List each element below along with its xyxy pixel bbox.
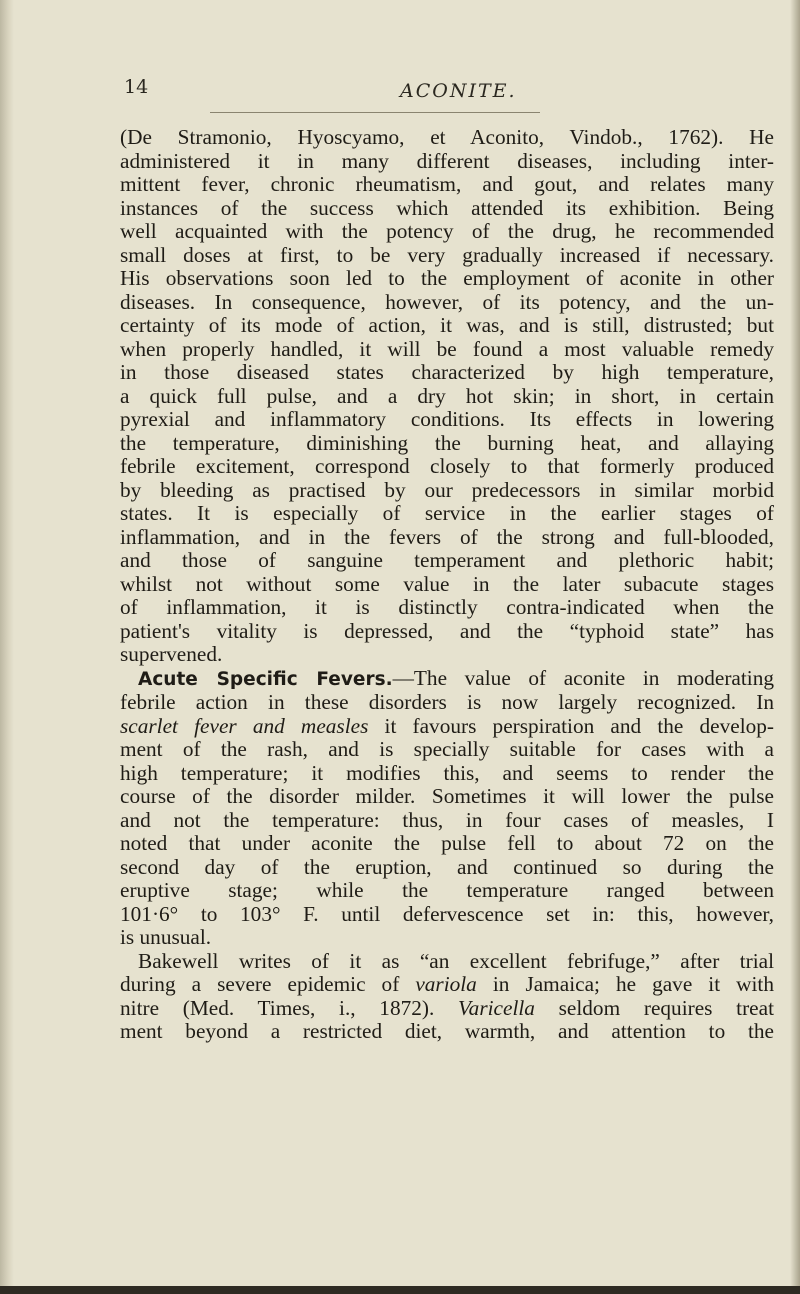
text-line: inflammation, and in the fevers of the strong and full-blooded, [120, 524, 774, 549]
text-line: Bakewell writes of it as “an excellent febrifuge,” after trial [138, 948, 774, 973]
text-line: mittent fever, chronic rheumatism, and gout, and relates many [120, 172, 774, 196]
text-line: noted that under aconite the pulse fell to about 72 on the [120, 831, 774, 855]
text-line: diseases. In consequence, however, of its potency, and the un- [120, 289, 774, 314]
text-line [120, 715, 774, 739]
text-line: certainty of its mode of action, it was, and is still, distrusted; but [120, 313, 774, 337]
page-number: 14 [124, 76, 149, 98]
text-line: His observations soon led to the employment of aconite in other [120, 266, 774, 290]
text-line: administered it in many different diseases, including inter- [120, 148, 774, 173]
page-header [0, 76, 800, 116]
text-segment: during a severe epidemic of [120, 972, 416, 996]
section-first-line-text: —The value of aconite in moderating [392, 665, 775, 690]
text-line: of inflammation, it is distinctly contra-indicated when the [120, 595, 774, 619]
text-line: well acquainted with the potency of the drug, he recommended [120, 219, 774, 243]
text-line: high temperature; it modifies this, and seems to render the [120, 760, 774, 785]
text-line [120, 973, 774, 997]
text-line: and those of sanguine temperament and plethoric habit; [120, 548, 774, 572]
text-line: small doses at first, to be very gradually increased if necessary. [120, 242, 774, 267]
text-line [120, 997, 774, 1021]
section-first-line [120, 667, 774, 692]
text-line: when properly handled, it will be found a most valuable remedy [120, 336, 774, 361]
page-bottom-edge [0, 1286, 800, 1294]
italic-term: Varicella [458, 995, 535, 1020]
text-line: a quick full pulse, and a dry hot skin; in short, in certain [120, 383, 774, 408]
section-heading: Acute Specific Fevers. [138, 668, 393, 690]
text-line: eruptive stage; while the temperature ranged between [120, 878, 774, 902]
text-line: course of the disorder milder. Sometimes it will lower the pulse [120, 784, 774, 808]
text-line: second day of the eruption, and continued so during the [120, 854, 774, 879]
text-line: in those diseased states characterized by high temperature, [120, 360, 774, 384]
text-line: and not the temperature: thus, in four cases of measles, I [120, 807, 774, 832]
text-line: patient's vitality is depressed, and the “typhoid state” has [120, 618, 774, 643]
text-line: is unusual. [120, 925, 212, 949]
text-line: (De Stramonio, Hyoscyamo, et Aconito, Vindob., 1762). He [120, 125, 774, 149]
text-line: ment beyond a restricted diet, warmth, and attention to the [120, 1019, 774, 1043]
italic-term: scarlet fever and measles [120, 713, 369, 738]
text-line: by bleeding as practised by our predecessors in similar morbid [120, 477, 774, 502]
text-line: whilst not without some value in the later subacute stages [120, 571, 774, 596]
text-line: the temperature, diminishing the burning heat, and allaying [120, 430, 774, 455]
page-edge-shadow [790, 0, 800, 1294]
running-head: ACONITE. [400, 80, 517, 102]
text-line: instances of the success which attended its exhibition. Being [120, 195, 774, 220]
body-text [120, 126, 774, 1044]
text-segment: in Jamaica; he gave it with [476, 972, 774, 996]
header-rule [210, 112, 540, 113]
text-line: 101·6° to 103° F. until defervescence set in: this, however, [120, 901, 774, 926]
text-line: ment of the rash, and is specially suitable for cases with a [120, 737, 774, 761]
text-line-rest: it favours perspiration and the develop- [368, 713, 775, 738]
text-line: supervened. [120, 642, 223, 666]
text-line: states. It is especially of service in the earlier stages of [120, 501, 774, 525]
text-line: pyrexial and inflammatory conditions. Its effects in lowering [120, 407, 774, 431]
italic-term: variola [415, 972, 477, 996]
text-line: febrile action in these disorders is now largely recognized. In [120, 690, 774, 714]
text-segment: nitre (Med. Times, i., 1872). [120, 995, 459, 1020]
text-line: febrile excitement, correspond closely to that formerly produced [120, 454, 774, 478]
text-segment: seldom requires treat [534, 995, 774, 1020]
page-gutter-shadow [0, 0, 14, 1294]
